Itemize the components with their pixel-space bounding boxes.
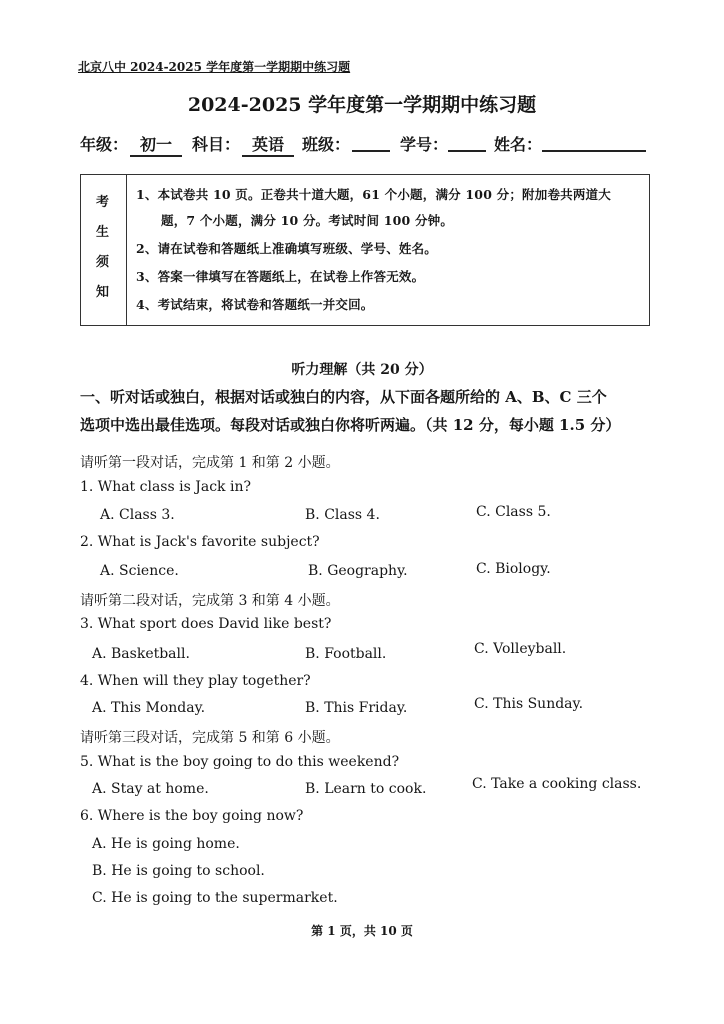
notice-line: 3、答案一律填写在答题纸上，在试卷上作答无效。 [136,269,425,284]
class-label: 班级： [302,135,351,154]
page-title: 2024-2025 学年度第一学期期中练习题 [187,94,537,116]
notice-char: 生 [96,225,110,240]
option-c: C. This Sunday. [474,696,584,712]
name-blank [542,132,646,152]
option-b: B. Geography. [308,563,408,579]
option-a: A. This Monday. [92,700,206,716]
question-text: 1. What class is Jack in? [80,479,251,495]
section-instruction: 一、听对话或独白，根据对话或独白的内容，从下面各题所给的 A、B、C 三个 [80,388,607,406]
option-c: C. Class 5. [476,504,551,520]
option-b: B. Class 4. [305,507,380,523]
question-text: 2. What is Jack's favorite subject? [80,534,320,550]
dialog-subhead: 请听第三段对话，完成第 5 和第 6 小题。 [80,730,340,746]
question-text: 3. What sport does David like best? [80,616,332,632]
grade-value: 初一 [130,132,182,157]
option-a: A. Stay at home. [92,781,209,797]
option-a: A. He is going home. [92,836,240,852]
question-text: 5. What is the boy going to do this weekend? [80,754,400,770]
id-blank [448,132,486,152]
notice-line: 题，7 个小题，满分 10 分。考试时间 100 分钟。 [161,213,454,228]
grade-label: 年级： [80,135,129,154]
notice-char: 须 [96,255,110,270]
question-text: 4. When will they play together? [80,673,311,689]
option-b: B. Learn to cook. [305,781,427,797]
exam-notice-box [80,174,650,326]
notice-char: 考 [96,195,110,210]
notice-char: 知 [96,285,110,300]
option-a: A. Basketball. [92,646,190,662]
class-blank [352,132,390,152]
option-a: A. Class 3. [100,507,175,523]
name-label: 姓名： [494,135,543,154]
subject-value: 英语 [242,132,294,157]
option-a: A. Science. [100,563,179,579]
notice-side-label [81,175,127,325]
option-c: C. Take a cooking class. [472,776,642,792]
option-b: B. Football. [305,646,387,662]
subject-label: 科目： [192,135,241,154]
dialog-subhead: 请听第二段对话，完成第 3 和第 4 小题。 [80,593,340,609]
option-b: B. This Friday. [305,700,408,716]
section-title: 听力理解（共 20 分） [291,362,433,378]
option-c: C. Biology. [476,561,551,577]
question-text: 6. Where is the boy going now? [80,808,304,824]
option-b: B. He is going to school. [92,863,265,879]
notice-line: 1、本试卷共 10 页。正卷共十道大题，61 个小题，满分 100 分；附加卷共两道大 [136,187,611,202]
school-header: 北京八中 2024-2025 学年度第一学期期中练习题 [78,60,351,74]
section-instruction: 选项中选出最佳选项。每段对话或独白你将听两遍。（共 12 分，每小题 1.5 分） [80,416,621,434]
notice-line: 2、请在试卷和答题纸上准确填写班级、学号、姓名。 [136,241,437,256]
id-label: 学号： [400,135,449,154]
notice-line: 4、考试结束，将试卷和答题纸一并交回。 [136,297,374,312]
page-number: 第 1 页，共 10 页 [311,924,413,938]
dialog-subhead: 请听第一段对话，完成第 1 和第 2 小题。 [80,455,340,471]
option-c: C. He is going to the supermarket. [92,890,338,906]
option-c: C. Volleyball. [474,641,567,657]
